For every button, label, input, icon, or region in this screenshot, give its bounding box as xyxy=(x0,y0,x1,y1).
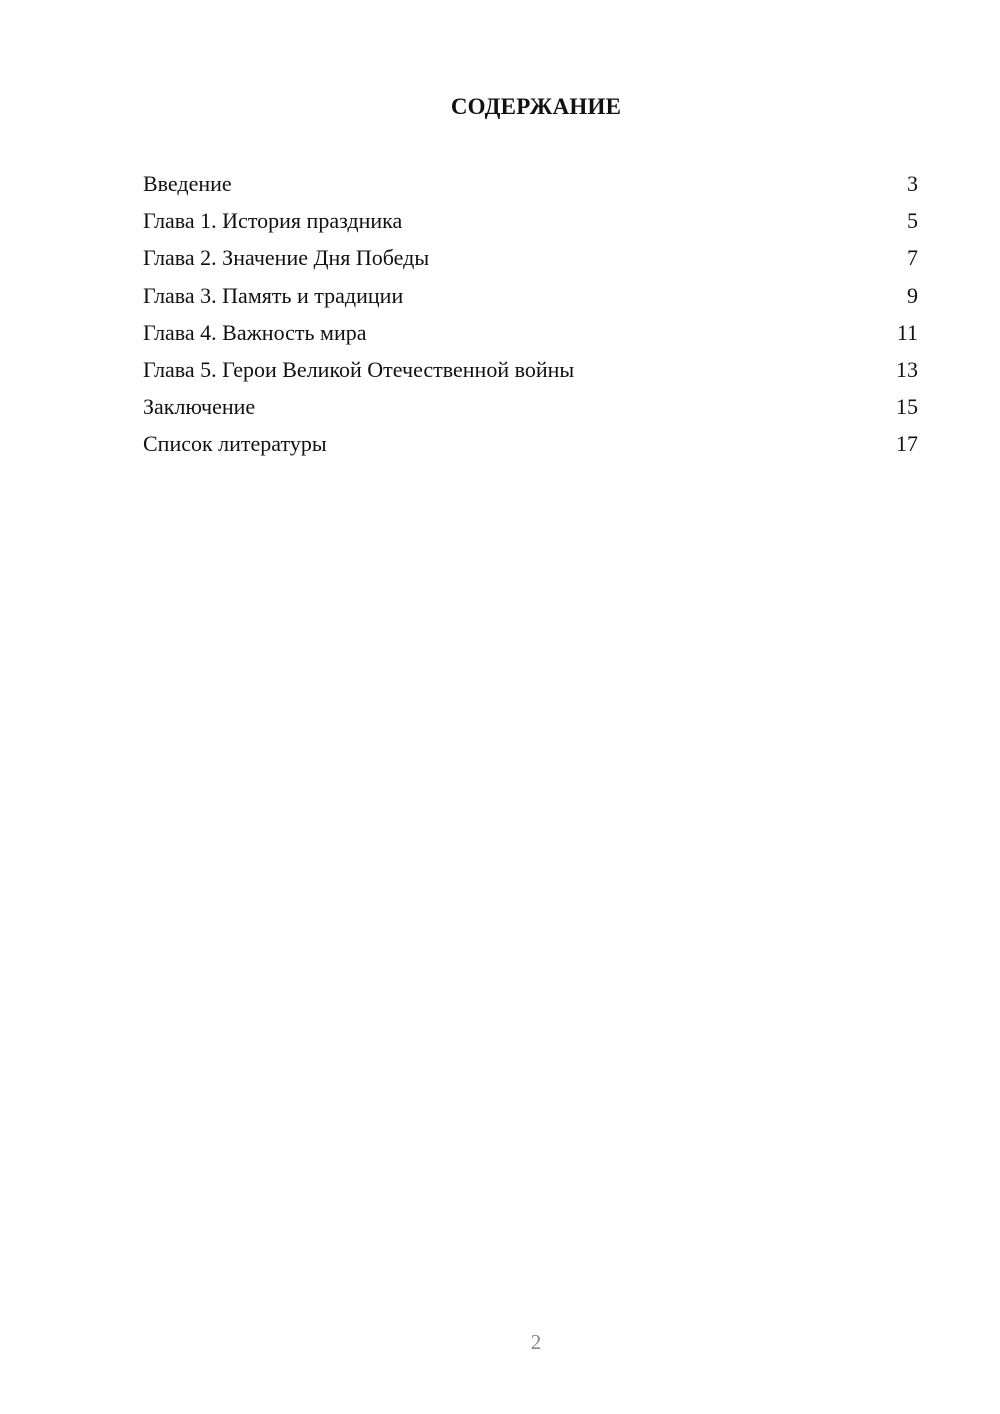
page-number: 2 xyxy=(530,1330,542,1354)
toc-entry-introduction xyxy=(143,165,918,202)
toc-entry-chapter-3 xyxy=(143,277,918,314)
toc-entry-page: 11 xyxy=(896,319,918,345)
toc-entry-chapter-1 xyxy=(143,202,918,239)
toc-entry-bibliography xyxy=(143,425,918,462)
toc-entry-label: Глава 1. История праздника xyxy=(143,208,403,234)
toc-entry-label: Глава 5. Герои Великой Отечественной войны xyxy=(143,356,575,382)
toc-entry-label: Введение xyxy=(143,171,232,196)
page-title: СОДЕРЖАНИЕ xyxy=(450,94,622,119)
toc-entry-chapter-4 xyxy=(143,314,918,351)
toc-entry-page: 7 xyxy=(907,245,918,271)
toc-entry-chapter-2 xyxy=(143,239,918,276)
toc-entry-label: Список литературы xyxy=(143,431,327,457)
toc-entry-label: Глава 2. Значение Дня Победы xyxy=(143,245,430,271)
toc-entry-conclusion xyxy=(143,388,918,425)
toc-entry-label: Заключение xyxy=(143,394,256,420)
toc-entry-page: 15 xyxy=(896,394,918,420)
toc-entry-page: 17 xyxy=(896,431,918,457)
toc-entry-page: 9 xyxy=(907,282,918,308)
toc-entry-chapter-5 xyxy=(143,351,918,388)
table-of-contents xyxy=(143,165,918,463)
toc-entry-label: Глава 3. Память и традиции xyxy=(143,282,404,308)
toc-entry-page: 5 xyxy=(907,208,918,234)
toc-entry-page: 13 xyxy=(896,356,918,382)
toc-entry-label: Глава 4. Важность мира xyxy=(143,319,367,345)
toc-entry-page: 3 xyxy=(907,171,918,196)
